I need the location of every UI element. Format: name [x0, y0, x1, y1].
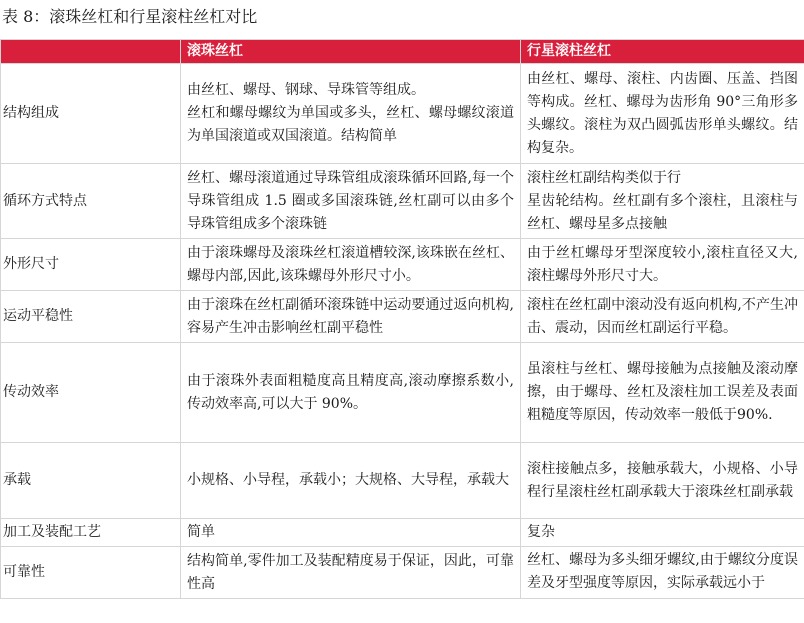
table-row	[1, 343, 804, 443]
row-label: 循环方式特点	[1, 164, 181, 239]
table-header-row	[1, 40, 804, 64]
header-label-column	[1, 40, 181, 64]
ball-screw-cell: 简单	[181, 519, 521, 547]
roller-screw-cell: 虽滚柱与丝杠、螺母接触为点接触及滚动摩擦，由于螺母、丝杠及滚柱加工误差及表面粗糙度等原因，传动效率一般低于90%.	[521, 343, 804, 443]
ball-screw-cell: 由于滚珠螺母及滚珠丝杠滚道槽较深,该珠嵌在丝杠、螺母内部,因此,该珠螺母外形尺寸小。	[181, 239, 521, 291]
ball-screw-cell: 小规格、小导程，承载小；大规格、大导程，承载大	[181, 443, 521, 519]
ball-screw-cell: 由于滚珠在丝杠副循环滚珠链中运动要通过返向机构,容易产生冲击影响丝杠副平稳性	[181, 291, 521, 343]
ball-screw-cell: 结构简单,零件加工及装配精度易于保证，因此，可靠性高	[181, 547, 521, 599]
roller-screw-cell: 复杂	[521, 519, 804, 547]
comparison-table	[0, 39, 804, 599]
header-roller-screw: 行星滚柱丝杠	[521, 40, 804, 64]
roller-screw-cell: 丝杠、螺母为多头细牙螺纹,由于螺纹分度误差及牙型强度等原因，实际承载远小于	[521, 547, 804, 599]
table-row	[1, 519, 804, 547]
row-label: 承载	[1, 443, 181, 519]
table-row	[1, 291, 804, 343]
roller-screw-cell: 由于丝杠螺母牙型深度较小,滚柱直径又大,滚柱螺母外形尺寸大。	[521, 239, 804, 291]
ball-screw-cell: 由丝杠、螺母、钢球、导珠管等组成。 丝杠和螺母螺纹为单国或多头，丝杠、螺母螺纹滚道为单国滚道或双国滚道。结构简单	[181, 64, 521, 164]
table-row	[1, 164, 804, 239]
ball-screw-cell: 丝杠、螺母滚道通过导珠管组成滚珠循环回路,每一个导珠管组成 1.5 圈或多国滚珠链,丝杠副可以由多个导珠管组成多个滚珠链	[181, 164, 521, 239]
row-label: 结构组成	[1, 64, 181, 164]
roller-screw-cell: 滚柱接触点多，接触承载大，小规格、小导程行星滚柱丝杠副承载大于滚珠丝杠副承载	[521, 443, 804, 519]
row-label: 运动平稳性	[1, 291, 181, 343]
table-row	[1, 239, 804, 291]
roller-screw-cell: 滚柱丝杠副结构类似于行 星齿轮结构。丝杠副有多个滚柱，且滚柱与丝杠、螺母星多点接触	[521, 164, 804, 239]
roller-screw-cell: 滚柱在丝杠副中滚动没有返向机构,不产生冲击、震动，因而丝杠副运行平稳。	[521, 291, 804, 343]
row-label: 加工及装配工艺	[1, 519, 181, 547]
row-label: 外形尺寸	[1, 239, 181, 291]
table-row	[1, 547, 804, 599]
roller-screw-cell: 由丝杠、螺母、滚柱、内齿圈、压盖、挡图等构成。丝杠、螺母为齿形角 90°三角形多头螺纹。滚柱为双凸圆弧齿形单头螺纹。结构复杂。	[521, 64, 804, 164]
table-row	[1, 64, 804, 164]
header-ball-screw: 滚珠丝杠	[181, 40, 521, 64]
row-label: 可靠性	[1, 547, 181, 599]
table-caption: 表 8：滚珠丝杠和行星滚柱丝杠对比	[2, 7, 258, 26]
table-row	[1, 443, 804, 519]
ball-screw-cell: 由于滚珠外表面粗糙度高且精度高,滚动摩擦系数小,传动效率高,可以大于 90%。	[181, 343, 521, 443]
row-label: 传动效率	[1, 343, 181, 443]
